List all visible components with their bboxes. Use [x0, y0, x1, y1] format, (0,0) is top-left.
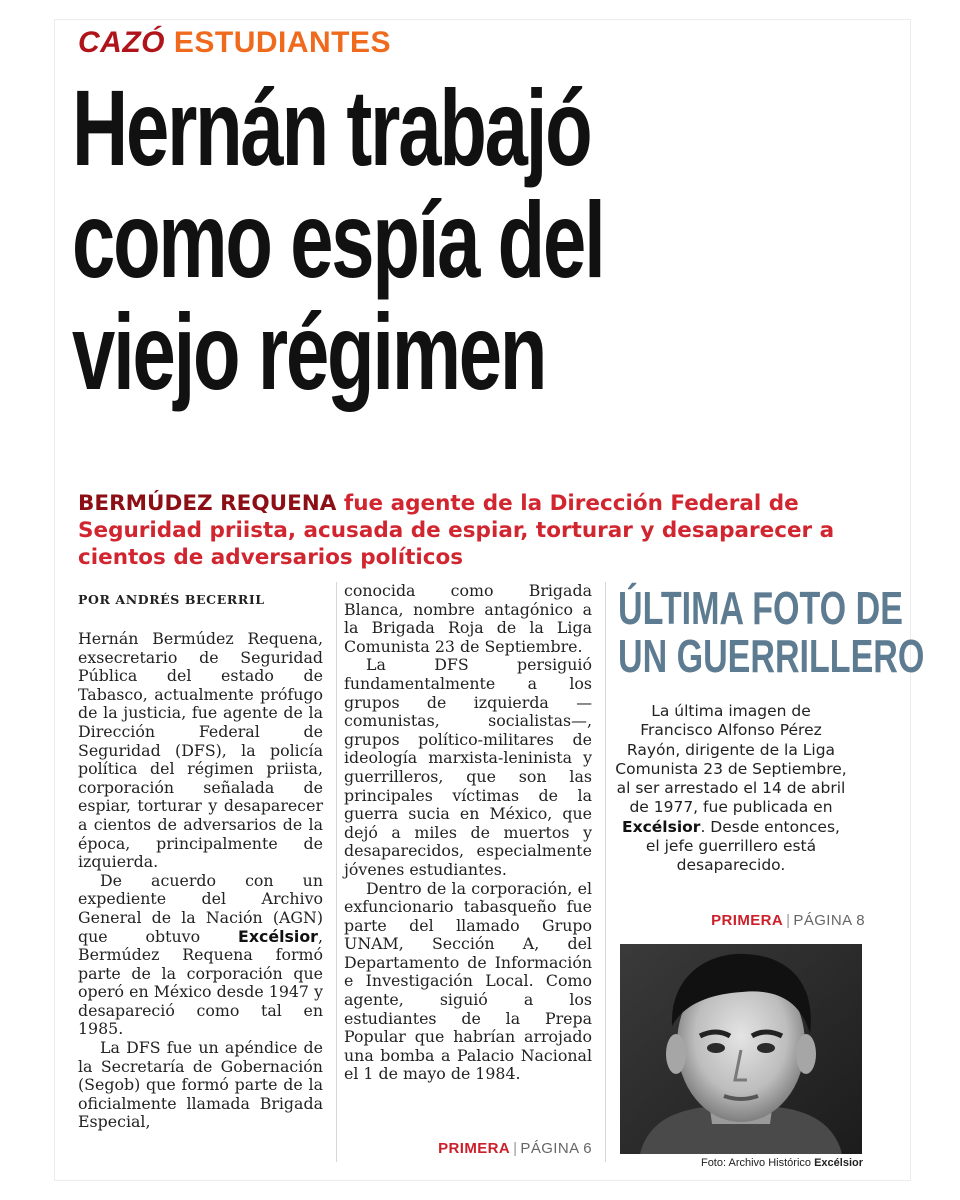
deck-name: BERMÚDEZ REQUENA — [78, 491, 337, 516]
ref-section: PRIMERA — [438, 1140, 511, 1157]
kicker-primary: CAZÓ — [78, 26, 165, 59]
sidebar-title — [618, 582, 925, 682]
guerrilla-portrait-photo — [620, 944, 862, 1154]
column-divider — [605, 582, 606, 1162]
newspaper-name: Excélsior — [622, 817, 701, 836]
newspaper-name: Excélsior — [238, 926, 318, 946]
headline-line-1: Hernán trabajó — [72, 67, 591, 188]
sidebar-text-body: La última imagen de Francisco Alfonso Pérez Rayón, dirigente de la Liga Comunista 23 de Septiembre, al ser arrestado el 14 de abril de 1977, fue publicada en — [615, 702, 847, 817]
sidebar-text — [615, 702, 847, 876]
caption-source: Excélsior — [814, 1157, 863, 1169]
section-kicker — [78, 25, 391, 61]
paragraph — [78, 872, 323, 1039]
ref-separator: | — [513, 1140, 518, 1157]
article-column-2 — [344, 582, 592, 1084]
ref-page: PÁGINA 8 — [793, 912, 865, 929]
column-divider — [336, 582, 337, 1162]
ref-section: PRIMERA — [711, 912, 784, 929]
paragraph-text: De acuerdo con un expediente del Archivo General de la Nación (AGN) que obtuvo — [78, 870, 323, 946]
byline: POR ANDRÉS BECERRIL — [78, 592, 265, 607]
continuation-ref-page-8[interactable] — [615, 912, 865, 929]
paragraph: La DFS persiguió fundamentalmente a los grupos de izquierda —comunistas, socialistas—, grupos político-militares de ideología marxista-leninista y guerrilleros, que son las principales víctimas de la guerra sucia en México, que dejó a miles de muertos y desaparecidos, especialmente jóvenes estudiantes. — [344, 655, 592, 879]
headline — [72, 67, 677, 412]
paragraph: conocida como Brigada Blanca, nombre antagónico a la Brigada Roja de la Liga Comunista 23 de Septiembre. — [344, 581, 592, 656]
headline-line-2: como espía del — [72, 179, 604, 300]
headline-line-3: viejo régimen — [72, 291, 546, 412]
continuation-ref-page-6[interactable] — [344, 1140, 592, 1157]
sidebar-text-end: . Desde entonces, el jefe guerrillero está desaparecido. — [645, 817, 840, 875]
paragraph: Dentro de la corporación, el exfuncionario tabasqueño fue parte del llamado Grupo UNAM, Sección A, del Departamento de Información e Investigación Local. Como agente, siguió a los estudiantes de la Prepa Popular que habrían arrojado una bomba a Palacio Nacional el 1 de mayo de 1984. — [344, 878, 592, 1084]
portrait-illustration — [620, 944, 862, 1154]
article-column-1 — [78, 630, 323, 1132]
sidebar-title-line-2: UN GUERRILLERO — [618, 630, 925, 682]
kicker-secondary: ESTUDIANTES — [173, 26, 392, 59]
ref-page: PÁGINA 6 — [520, 1140, 592, 1157]
subheadline-deck — [78, 490, 878, 571]
paragraph-text: , Bermúdez Requena formó parte de la corporación que operó en México desde 1947 y desapareció como tal en 1985. — [78, 926, 323, 1039]
deck-text: fue agente de la Dirección Federal de Seguridad priista, acusada de espiar, torturar y desaparecer a cientos de adversarios políticos — [78, 491, 835, 570]
paragraph: Hernán Bermúdez Requena, exsecretario de Seguridad Pública del estado de Tabasco, actualmente prófugo de la justicia, fue agente de la Dirección Federal de Seguridad (DFS), la policía política del régimen priista, corporación señalada de espiar, torturar y desaparecer a cientos de adversarios de la época, principalmente de izquierda. — [78, 629, 323, 872]
caption-text: Foto: Archivo Histórico — [700, 1157, 812, 1169]
ref-separator: | — [786, 912, 791, 929]
photo-caption — [620, 1157, 863, 1169]
sidebar-title-line-1: ÚLTIMA FOTO DE — [618, 582, 903, 634]
paragraph: La DFS fue un apéndice de la Secretaría de Gobernación (Segob) que formó parte de la oficialmente llamada Brigada Especial, — [78, 1038, 323, 1132]
